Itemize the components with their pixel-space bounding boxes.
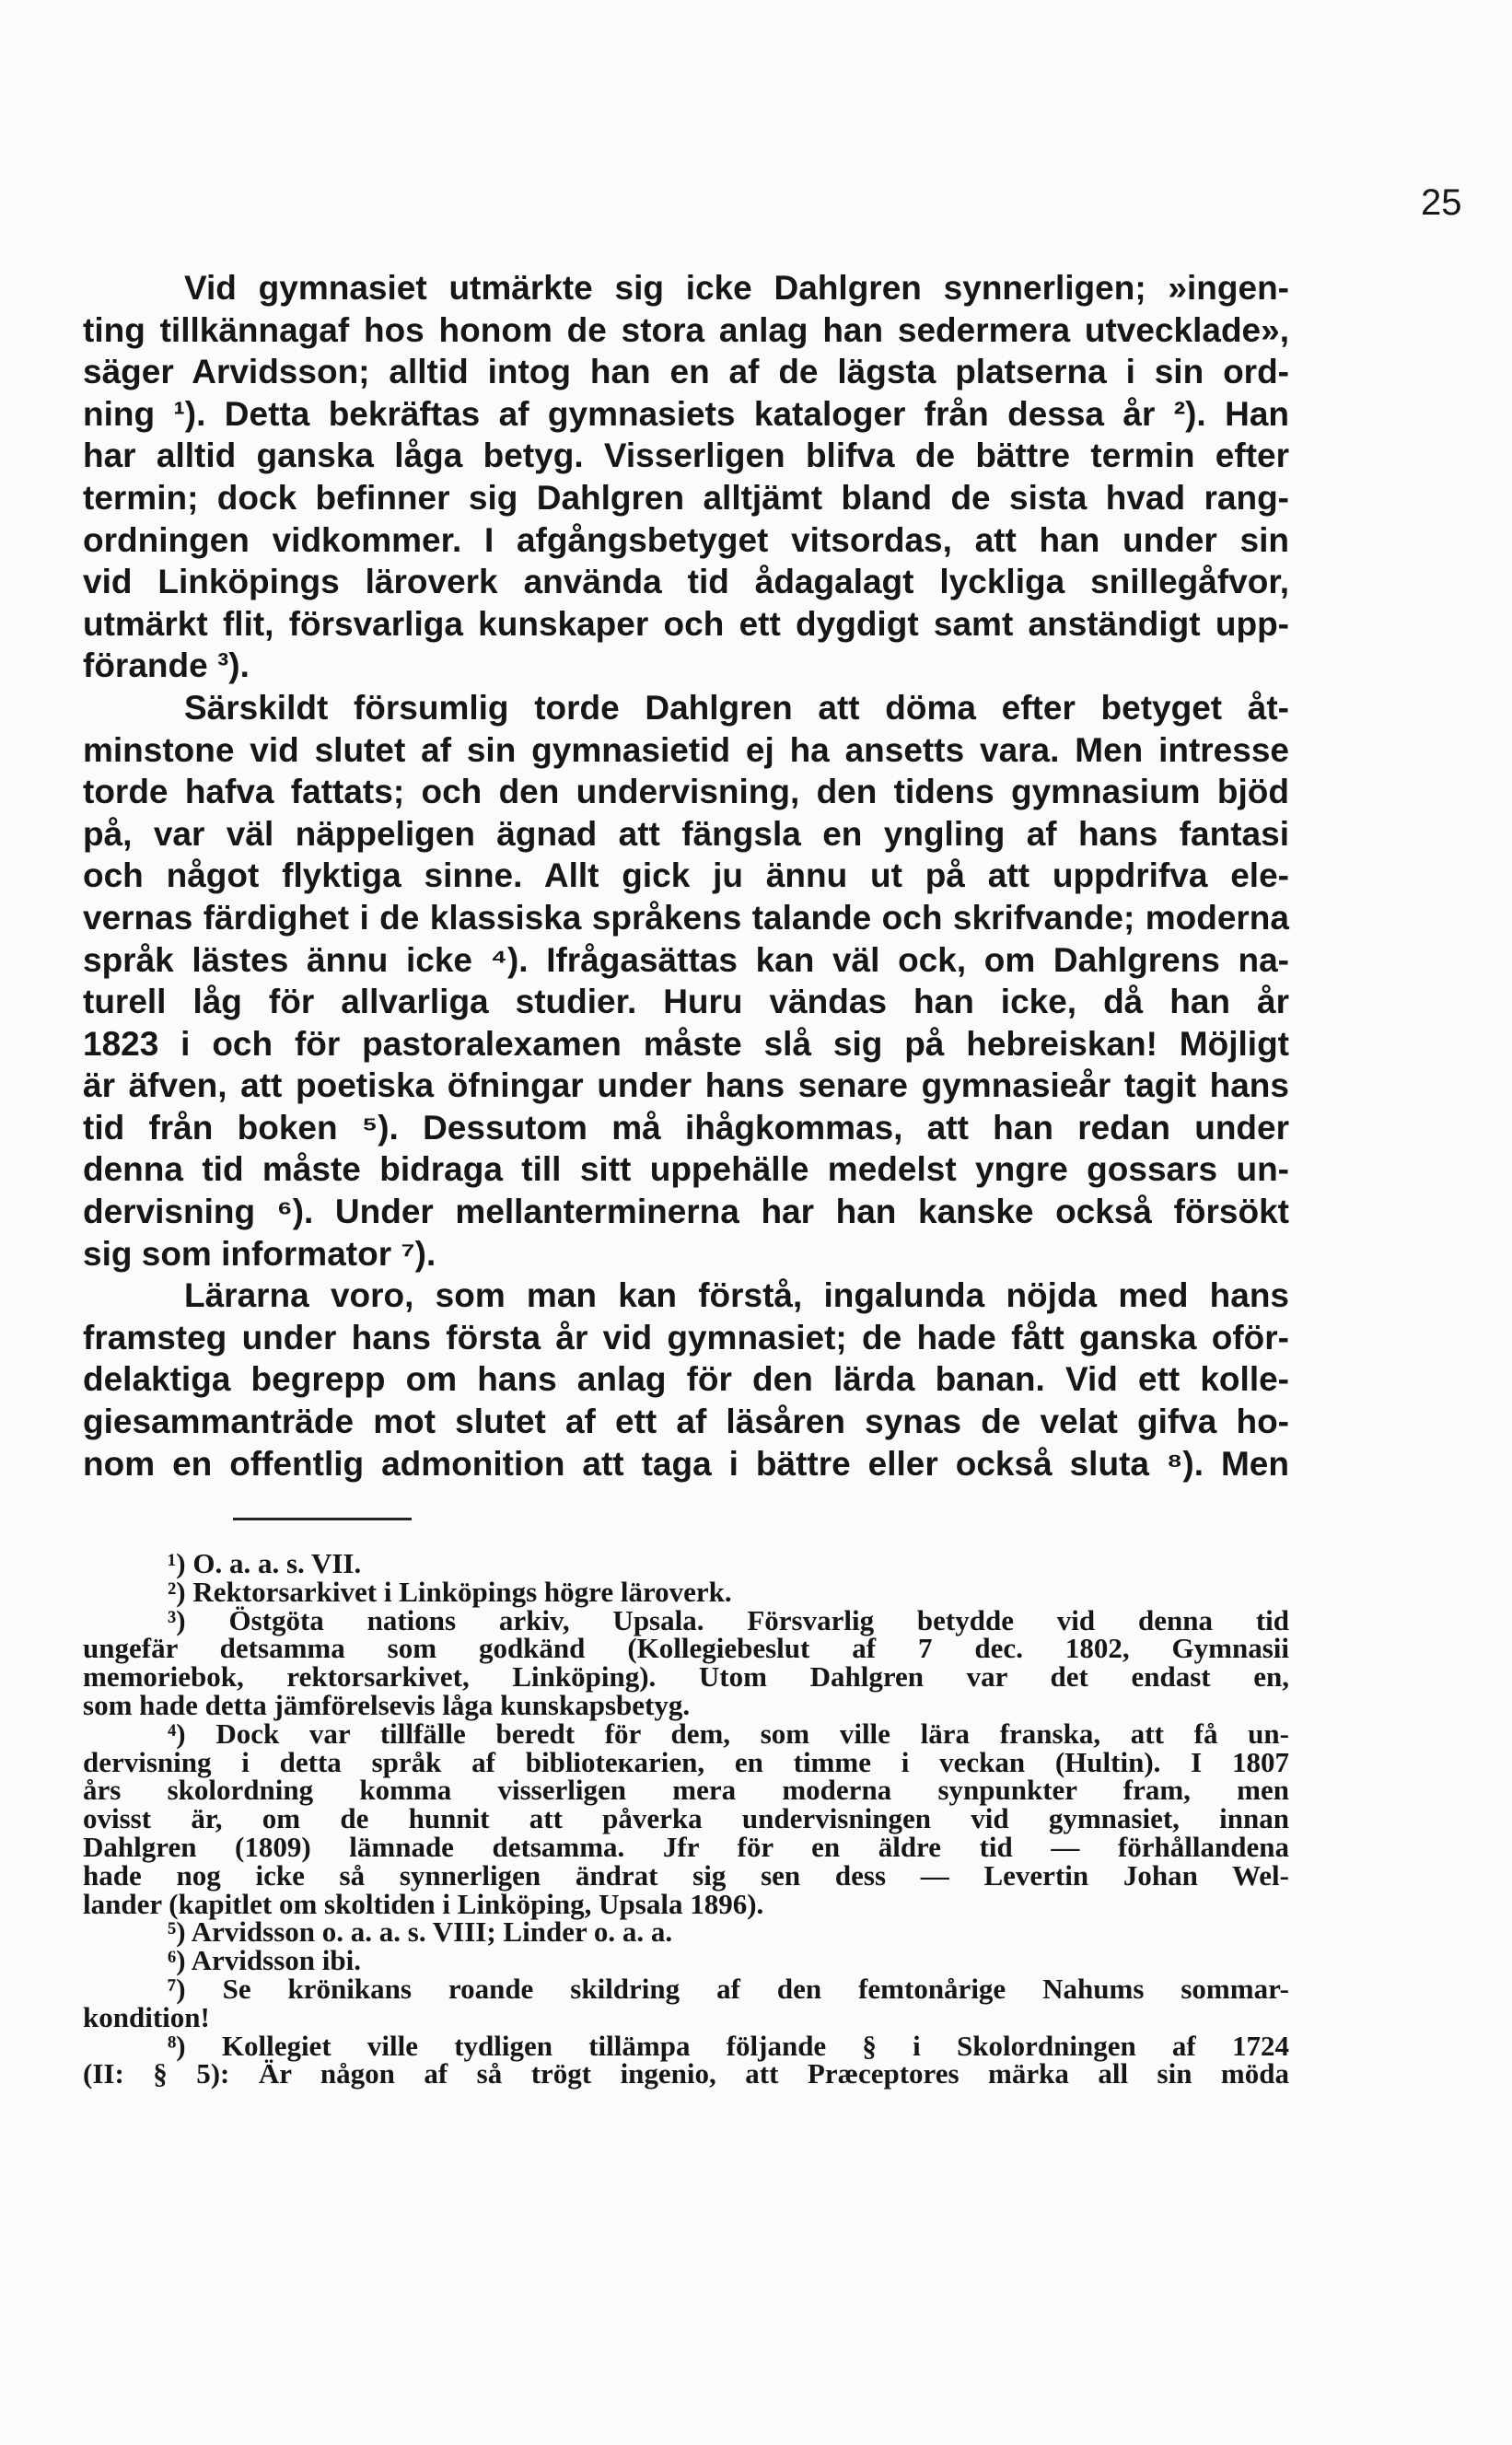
text-line: framsteg under hans första år vid gymnasiet; de hade fått ganska oför- [83,1318,1289,1356]
footnote-line: lander (kapitlet om skoltiden i Linköping, Upsala 1896). [83,1887,764,1920]
footnote-line: dervisning i detta språk af biblioteкarien, en timme i veckan (Hultin). I 1807 [83,1745,1289,1778]
text-line: termin; dock befinner sig Dahlgren alltjämt bland de sista hvad rang- [83,478,1289,517]
footnote-line: som hade detta jämförelsevis låga kunskapsbetyg. [83,1688,691,1721]
text-line: språk lästes ännu icke ⁴). Ifrågasättas kan väl ock, om Dahlgrens na- [83,940,1289,979]
text-line: Lärarna voro, som man kan förstå, ingalunda nöjda med hans [184,1276,1289,1315]
text-line: förande ³). [83,646,250,685]
text-line: och något flyktiga sinne. Allt gick ju ännu ut på att uppdrifva ele- [83,856,1289,895]
footnote-line: års skolordning komma visserligen mera moderna synpunkter fram, men [83,1774,1289,1807]
footnote-line: hade nog icke så synnerligen ändrat sig sen dess — Levertin Johan Wel- [83,1858,1289,1892]
text-line: sig som informator ⁷). [83,1234,436,1273]
text-line: vernas färdighet i de klassiska språkens talande och skrifvande; moderna [83,898,1289,937]
footnote-line: ⁸) Kollegiet ville tydligen tillämpa följande § i Skolordningen af 1724 [168,2029,1289,2062]
text-line: dervisning ⁶). Under mellanterminerna har han kanske också försökt [83,1193,1289,1231]
page-number: 25 [1421,182,1462,223]
text-line: tid från boken ⁵). Dessutom må ihågkommas, att han redan under [83,1108,1289,1147]
text-line: är äfven, att poetiska öfningar under hans senare gymnasieår tagit hans [83,1066,1289,1105]
footnote-line: (II: § 5): Är någon af så trögt ingenio, att Præceptores märka all sin möda [83,2057,1289,2090]
footnote-line: Dahlgren (1809) lämnade detsamma. Jfr för en äldre tid — förhållandena [83,1830,1289,1863]
footnote-divider [233,1518,412,1520]
text-line: säger Arvidsson; alltid intog han en af de lägsta platserna i sin ord- [83,353,1289,391]
text-line: ning ¹). Detta bekräftas af gymnasiets kataloger från dessa år ²). Han [83,394,1289,433]
footnote-line: ⁴) Dock var tillfälle beredt för dem, som ville lära franska, att få un- [168,1717,1289,1750]
text-line: Särskildt försumlig torde Dahlgren att döma efter betyget åt- [184,688,1289,727]
footnote-line: memoriebok, rektorsarkivet, Linköping). Utom Dahlgren var det endast en, [83,1660,1289,1694]
text-line: giesammanträde mot slutet af ett af läsåren synas de velat gifva ho- [83,1403,1289,1441]
footnote-line: ungefär detsamma som godkänd (Kollegiebeslut af 7 dec. 1802, Gymnasii [83,1632,1289,1665]
footnote-line: ¹) O. a. a. s. VII. [168,1547,362,1579]
footnote-line: ⁷) Se krönikans roande skildring af den femtonårige Nahums sommar- [168,1972,1289,2005]
footnote-line: ⁶) Arvidsson ibi. [168,1944,361,1977]
text-line: vid Linköpings läroverk använda tid ådagalagt lyckliga snillegåfvor, [83,563,1289,601]
footnote-line: kondition! [83,2000,210,2033]
text-line: minstone vid slutet af sin gymnasietid ej ha ansetts vara. Men intresse [83,730,1289,769]
text-line: turell låg för allvarliga studier. Huru vändas han icke, då han år [83,983,1289,1021]
text-line: Vid gymnasiet utmärkte sig icke Dahlgren synnerligen; »ingen- [184,269,1289,307]
text-line: nom en offentlig admonition att taga i bättre eller också sluta ⁸). Men [83,1444,1289,1483]
footnotes [83,1547,1289,2090]
text-line: utmärkt flit, försvarliga kunskaper och ett dygdigt samt anständigt upp- [83,604,1289,643]
text-line: 1823 i och för pastoralexamen måste slå sig på hebreiskan! Möjligt [83,1024,1289,1063]
footnote-line: ²) Rektorsarkivet i Linköpings högre läroverk. [168,1575,732,1608]
text-line: har alltid ganska låga betyg. Visserligen blifva de bättre termin efter [83,437,1289,475]
footnote-line: ⁵) Arvidsson o. a. a. s. VIII; Linder o. a. a. [168,1915,673,1949]
main-text [83,267,1289,1484]
text-line: torde hafva fattats; och den undervisning, den tidens gymnasium bjöd [83,773,1289,811]
text-line: på, var väl näppeligen ägnad att fängsla en yngling af hans fantasi [83,814,1289,853]
text-line: delaktiga begrepp om hans anlag för den lärda banan. Vid ett kolle- [83,1360,1289,1399]
footnote-line: ovisst är, om de hunnit att påverka undervisningen vid gymnasiet, innan [83,1802,1289,1835]
footnote-line: ³) Östgöta nations arkiv, Upsala. Försvarlig betydde vid denna tid [168,1603,1289,1636]
text-line: denna tid måste bidraga till sitt uppehälle medelst yngre gossars un- [83,1150,1289,1189]
text-line: ordningen vidkommer. I afgångsbetyget vitsordas, att han under sin [83,520,1289,559]
text-line: ting tillkännagaf hos honom de stora anlag han sedermera utvecklade», [83,310,1289,349]
